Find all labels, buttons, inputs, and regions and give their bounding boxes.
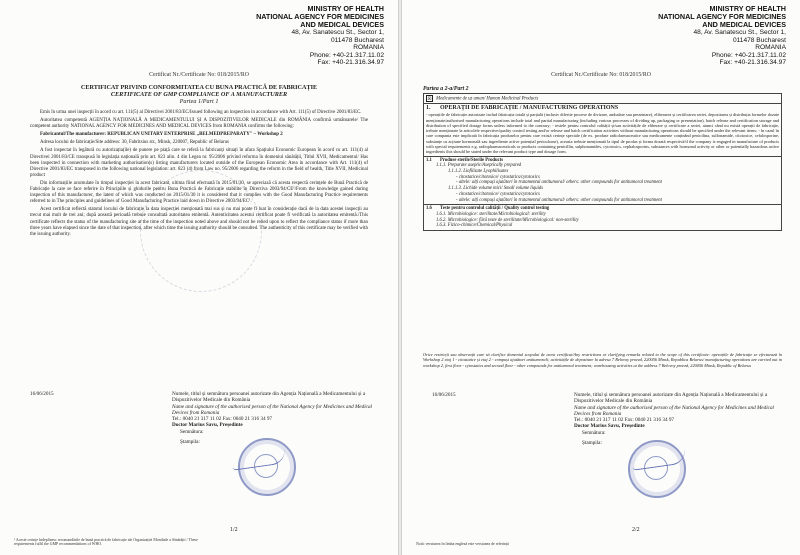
subsection-number: 1.6 bbox=[426, 206, 432, 212]
item-other-compounds: - altele: alți compuși ajutători în tratamentul antitumoral/ others: other compounds for antitumoral treatment bbox=[456, 180, 662, 186]
agency-name-line1: NATIONAL AGENCY FOR MEDICINES bbox=[658, 12, 786, 21]
item-small-volume-liquids: 1.1.1.3. Lichide volume mici/ Small volume liquids bbox=[448, 186, 544, 192]
ministry-name: MINISTRY OF HEALTH bbox=[709, 4, 786, 13]
signatory-phone-fax: Tel.: 0040 21 317 11 02 Fax: 0040 21 316 34 97 bbox=[172, 416, 273, 423]
issue-date: 16/06/2015 bbox=[432, 392, 456, 398]
agency-city: 011478 Bucharest bbox=[330, 36, 384, 44]
agency-phone: Phone: +40-21.317.11.02 bbox=[309, 51, 384, 59]
product-type-row bbox=[424, 94, 781, 104]
scope-table bbox=[423, 93, 782, 231]
part-label: Partea a 2-a/Part 2 bbox=[423, 86, 469, 92]
page-number: 1/2 bbox=[230, 527, 238, 533]
certificate-body bbox=[30, 110, 368, 240]
page-number: 2/2 bbox=[632, 527, 640, 533]
sterile-products-section bbox=[424, 157, 781, 206]
signatory-block bbox=[172, 391, 372, 445]
item-cytostatics: - citostatice/citotoxice/ cytostatics/cytotoxics bbox=[456, 174, 540, 180]
checkbox-checked-icon: ☒ bbox=[427, 96, 432, 101]
certificate-number: Certificat Nr./Certificate No: 018/2015/RO bbox=[551, 72, 651, 78]
signatory-intro-english: Name and signature of the authorised person of the National Agency for Medicines and Medical Devices from Romania bbox=[172, 403, 372, 416]
item-chemical-physical: 1.6.3. Fizico-chimice/Chemical/Physical bbox=[436, 223, 513, 229]
signatory-block bbox=[574, 392, 774, 446]
agency-phone: Phone: +40-21.317.11.02 bbox=[711, 51, 786, 59]
agency-name-line2: AND MEDICAL DEVICES bbox=[702, 20, 786, 29]
product-type-label: Medicamente de uz uman/ Human Medicinal Products bbox=[436, 96, 539, 102]
signature-label: Semnătura: bbox=[582, 429, 606, 436]
subsection-title: Teste pentru controlul calității / Quality control testing bbox=[440, 206, 550, 212]
agency-address: 48, Av. Sanatescu St., Sector 1, bbox=[693, 29, 786, 36]
item-non-sterility: 1.6.2. Microbiologice: fără teste de sterilitate/Microbiological: non-sterility bbox=[436, 217, 579, 223]
title-english: CERTIFICATE OF GMP COMPLIANCE OF A MANUFACTURER bbox=[110, 91, 288, 99]
section-title: OPERAȚII DE FABRICAȚIE / MANUFACTURING OPERATIONS bbox=[440, 105, 619, 112]
ministry-name: MINISTRY OF HEALTH bbox=[307, 4, 384, 13]
official-stamp bbox=[238, 438, 296, 496]
item-cytostatics: - citostatice/citotoxice/ cytostatics/cytotoxics bbox=[456, 191, 540, 197]
paragraph-issued: Emis în urma unei inspecții în acord cu art. 111(5) al Directivei 2001/83/EC/Issued following an inspection in accordance with Art. 111(5) of Directive 2001/83/EC. bbox=[40, 110, 362, 115]
section-description: - operațiile de fabricație autorizate includ fabricația totală și parțială (inclusiv diferite procese de divizare, ambalare sau prezentare), eliberarea și certificarea seriei, depozitarea și distribuția formelor dozate menționate/authorised manufacturing operations include total and partial manufacturing (including various processes of dividing up, packaging or presentation), batch release and certification storage and distribution of specified dosage forms unless informed to the contrary; - testele pentru controlul calității și/sau activitățile de eliberare și certificare a seriei, atunci când nu există operații de fabricație, trebuie menționate la articolele respective/quality control testing and/or release and batch certification activities without manufacturing operations should be specified under the relevant items; - în cazul în care compania este implicată în fabricația produselor pentru care există cerințe speciale (de ex. produse radiofarmaceutice sau medicamente conținând penicilina, sulfonamide, citotoxice, cefalosporine, substanțe cu acțiune hormonală sau ingrediente active potențial periculoase), aceasta trebuie menționată la tipul de produs și forma dozată respectivă/if the company is engaged in manufacture of products with special requirements e.g. radiopharmaceuticals or products containing penicillin, sulphonamides, cytotoxics, cephalosporins, substances with hormonal activity or other or potentially hazardous active ingredients this should be stated under the relevant product type and dosage form. bbox=[426, 112, 779, 155]
stamp-label: Ștampila: bbox=[180, 439, 200, 446]
signatory-intro: Numele, titlul și semnătura persoanei autorizate din Agenția Națională a Medicamentului și a Dispozitivelor Medicale din România bbox=[172, 391, 366, 404]
agency-address: 48, Av. Sanatescu St., Sector 1, bbox=[291, 29, 384, 36]
title-romanian: CERTIFICAT PRIVIND CONFORMITATEA CU BUNA PRACTICĂ DE FABRICAȚIE bbox=[80, 84, 318, 91]
agency-country: ROMANIA bbox=[755, 44, 786, 52]
remarks: Orice restricții sau observații care să clarifice domeniul scopului de acest certificat/Any restrictions or clarifying remarks related to the scope of this certificate: operațiile de fabricație se efectuează în Workshop 2 etaj 1 - citostatice și etaj 2 - compuși ajutători antitumorali; activitățile de depozitare la adresa 7 Belovoy proezd, 220056 Minsk, Republica Belarus/ manufacturing operations are carried out in workshop 2, first floor - cytostatics and second floor - other compounds for antitumoral treatment; warehousing activities at the address 7 Belovoy proezd, 220056 Minsk, Republic of Belarus bbox=[423, 352, 782, 368]
manufacturing-operations-section bbox=[424, 104, 781, 156]
agency-fax: Fax: +40-21.316.34.97 bbox=[317, 59, 384, 67]
quality-control-section bbox=[424, 205, 781, 230]
paragraph-validity: Acest certificat reflectă statutul locului de fabricație la data inspecției menționată mai sus și nu mai poate fi luat în considerație dacă de la data acestei inspecții au trecut mai mult de trei ani; după această perioadă trebuie consultată autoritatea emitentă. Autenticitatea acestui certificat poate fi verificată la autoritatea emitentă./This certificate reflects the status of the manufacturing site at the time of the inspection noted above and should not be relied upon to reflect the compliance status if more than three years have elapsed since the date of that inspection, after which time the issuing authority should be consulted. The authenticity of this certificate may be verified with the issuing authority. bbox=[30, 207, 368, 237]
official-stamp bbox=[628, 440, 686, 498]
certificate-page-2 bbox=[402, 0, 800, 555]
part-label: Partea 1/Part 1 bbox=[179, 98, 219, 106]
signatory-intro: Numele, titlul și semnătura persoanei autorizate din Agenția Națională a Medicamentului și a Dispozitivelor Medicale din România bbox=[574, 392, 768, 405]
certificate-number: Certificat Nr./Certificate No: 018/2015/RO bbox=[149, 72, 249, 78]
signatory-phone-fax: Tel.: 0040 21 317 11 02 Fax: 0040 21 316 34 97 bbox=[574, 417, 675, 424]
footnote: Notă: versiunea în limba engleză este versiunea de referință bbox=[416, 542, 509, 546]
item-other-compounds: - altele: alți compuși ajutători în tratamentul antitumoral/ others: other compounds for antitumoral treatment bbox=[456, 197, 662, 203]
issue-date: 16/06/2015 bbox=[30, 391, 54, 397]
footnote: ¹ Aceste cerințe îndeplinesc recomandările de bună practică de fabricație ale Organizației Mondiale a Sănătății / These requirements fulfil the GMP recommendations of WHO. bbox=[14, 538, 198, 546]
item-lyophilisates: 1.1.1.2. Liofilizate Lyophilisates bbox=[448, 169, 509, 175]
agency-city: 011478 Bucharest bbox=[732, 36, 786, 44]
paragraph-inspection-basis: A fost inspectat în legătură cu autorizația(ile) de punere pe piață care se referă la fabricanți situați în afara Spațiului Economic European în acord cu art. 111(4) al Directivei 2001/83/CE transpusă în legislația națională prin art. 823 alin. 4 din Legea nr. 95/2006 privind reforma în domeniul sănătății, Titlul XVII, Medicamentul/ Has been inspected in connection with marketing authorisation(s) listing manufacturers located outside of the European Economic Area in accordance with Art. 111(4) of Directive 2001/83/EC transposed in the following national legislation: art. 823 (4) from Law no. 95/2006 regarding the reform in the field of health, Title XVII, Medicinal product bbox=[30, 148, 368, 178]
agency-name-line2: AND MEDICAL DEVICES bbox=[300, 20, 384, 29]
signature-label: Semnătura: bbox=[180, 428, 204, 435]
item-sterility: 1.6.1. Microbiologice: sterilitate/Microbiological: sterility bbox=[436, 211, 546, 217]
agency-name-line1: NATIONAL AGENCY FOR MEDICINES bbox=[256, 12, 384, 21]
paragraph-gmp-compliance: Din informațiile acumulate în timpul inspecției la acest fabricant, ultima fiind efectuată în 2015/01/30, se apreciază că acesta respectă cerințele de Bună Practică de Fabricație la care se face referire în Principiile și ghidurile pentru Buna Practică de Fabricație stabilite în Directiva 2003/94/CE¹/From the knowledge gained during inspection of this manufacturer, the latest of which was conducted on 2015/01/30 it is considered that it complies with the Good Manufacturing Practice requirements referred to in The principles and guidelines of Good Manufacturing Practice laid down in Directive 2003/94/EC¹. bbox=[30, 180, 368, 205]
agency-header bbox=[658, 5, 786, 67]
paragraph-site-address: Adresa locului de fabricație/Site address: 30, Fabritsius str., Minsk, 220007, Republic of Belarus bbox=[40, 140, 229, 146]
paragraph-manufacturer: Fabricantul/The manufacturer: REPUBLICAN UNITARY ENTERPRISE „BELMEDPREPARATY" – Workshop 2 bbox=[40, 132, 283, 138]
signatory-intro-english: Name and signature of the authorised person of the National Agency for Medicines and Medical Devices from Romania bbox=[574, 404, 774, 417]
certificate-title bbox=[30, 84, 368, 106]
agency-header bbox=[256, 5, 384, 67]
agency-country: ROMANIA bbox=[353, 44, 384, 52]
item-aseptically-prepared: 1.1.1. Preparate aseptic/Aseptically prepared bbox=[436, 163, 522, 169]
stamp-label: Ștampila: bbox=[582, 440, 602, 447]
signatory-name: Doctor Marius Savu, Președinte bbox=[574, 423, 645, 430]
subsection-number: 1.1 bbox=[426, 157, 432, 163]
agency-fax: Fax: +40-21.316.34.97 bbox=[719, 59, 786, 67]
section-number: 1. bbox=[426, 105, 431, 112]
subsection-title: Produse sterile/Sterile Products bbox=[440, 157, 504, 163]
certificate-page-1 bbox=[0, 0, 398, 555]
paragraph-authority: Autoritatea competentă AGENȚIA NAȚIONALĂ A MEDICAMENTULUI ȘI A DISPOZITIVELOR MEDICALE din ROMÂNIA confirmă următoarele/ The competent authority NATIONAL AGENCY FOR MEDICINES AND MEDICAL DEVICES from ROMANIA confirms the following: bbox=[30, 118, 368, 130]
signatory-name: Doctor Marius Savu, Președinte bbox=[172, 422, 243, 429]
